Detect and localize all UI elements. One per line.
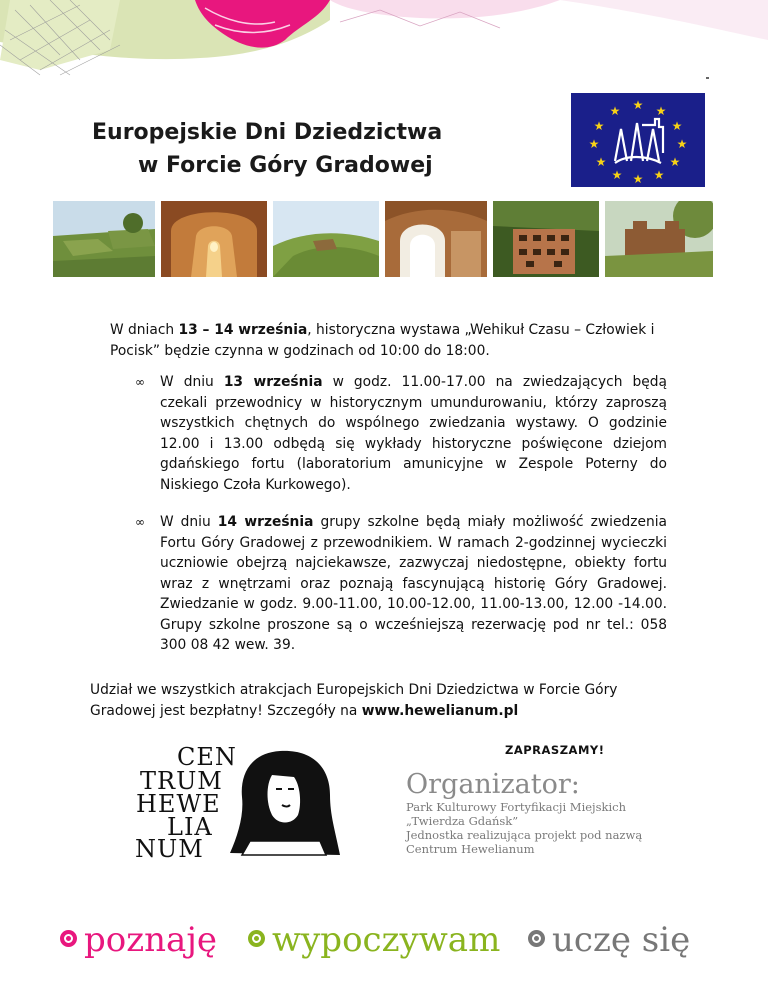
- intro-suffix: , historyczna wystawa „Wehikuł Czasu – Człowiek i Pocisk” będzie czynna w godzinach od 10:00 do 18:00.: [110, 322, 655, 359]
- infinity-bullet-icon: ∞: [135, 375, 145, 389]
- logo-line-1: CEN: [177, 745, 237, 771]
- intro-dates: 13 – 14 września: [178, 322, 308, 338]
- svg-text:★: ★: [611, 168, 623, 182]
- svg-text:★: ★: [595, 155, 607, 169]
- logo-line-5: NUM: [135, 835, 204, 859]
- vaulted-interior-photo: [385, 201, 487, 277]
- svg-text:★: ★: [632, 98, 644, 112]
- svg-text:★: ★: [588, 137, 600, 151]
- decorative-banner: [0, 0, 768, 90]
- organizer-line-2: „Twierdza Gdańsk”: [406, 814, 519, 828]
- organizer-line-1: Park Kulturowy Fortyfikacji Miejskich: [406, 800, 627, 814]
- title-line-1: Europejskie Dni Dziedzictwa: [92, 120, 443, 145]
- svg-text:★: ★: [609, 104, 621, 118]
- fort-wall-photo: [605, 201, 713, 277]
- svg-text:★: ★: [632, 172, 644, 186]
- svg-text:★: ★: [669, 155, 681, 169]
- intro-prefix: W dniach: [110, 322, 179, 338]
- european-heritage-days-logo: [571, 93, 705, 187]
- photo-strip: [53, 201, 713, 277]
- list-item: [135, 372, 667, 495]
- slogan-poznaje: poznaję: [84, 920, 217, 960]
- bunker-photo: [493, 201, 599, 277]
- fort-ramparts-photo: [53, 201, 155, 277]
- bullet-text: grupy szkolne będą miały możliwość zwiedzenia Fortu Góry Gradowej z przewodnikiem. W ramach 2-godzinnej wycieczki uczniowie obejrzą najciekawsze, zazwyczaj niedostępne, obiekty fortu wraz z wnętrzami oraz poznają fascynującą historię Góry Gradowej. Zwiedzanie w godz. 9.00-11.00, 10.00-12.00, 11.00-13.00, 12.00 -14.00. Grupy szkolne proszone są o wcześniejszą rezerwację pod nr tel.: 058 300 08 42 wew. 39.: [160, 514, 667, 653]
- svg-text:★: ★: [671, 119, 683, 133]
- svg-text:★: ★: [676, 137, 688, 151]
- free-admission-text: Udział we wszystkich atrakcjach Europejskich Dni Dziedzictwa w Forcie Góry Gradowej jest bezpłatny! Szczegóły na: [90, 682, 618, 719]
- slogan-wypoczywam: wypoczywam: [272, 920, 501, 960]
- svg-text:★: ★: [653, 168, 665, 182]
- bullet-prefix: W dniu: [160, 514, 218, 530]
- organizer-title: Organizator:: [406, 769, 580, 800]
- bullet-prefix: W dniu: [160, 374, 224, 390]
- schedule-list: [135, 372, 667, 673]
- svg-text:★: ★: [593, 119, 605, 133]
- list-item: [135, 512, 667, 656]
- hevelius-portrait-icon: [230, 751, 340, 855]
- gray-circle-icon: [528, 930, 545, 947]
- slogan-ucze-sie: uczę się: [552, 920, 691, 960]
- logo-line-2: TRUM: [140, 767, 223, 795]
- page-title: [92, 116, 442, 182]
- brick-tunnel-photo: [161, 201, 267, 277]
- green-circle-icon: [248, 930, 265, 947]
- centrum-hewelianum-logo: [130, 745, 370, 859]
- bullet-date: 14 września: [217, 514, 314, 530]
- intro-paragraph: [110, 320, 665, 362]
- organizer-line-3: Jednostka realizująca projekt pod nazwą: [406, 828, 643, 842]
- svg-text:★: ★: [655, 104, 667, 118]
- organizer-block: [406, 770, 642, 856]
- bullet-date: 13 września: [223, 374, 323, 390]
- invitation-text: ZAPRASZAMY!: [505, 743, 605, 757]
- organizer-line-4: Centrum Hewelianum: [406, 842, 535, 856]
- footer-slogans: [60, 918, 720, 968]
- grass-embankment-photo: [273, 201, 379, 277]
- infinity-bullet-icon: ∞: [135, 515, 145, 529]
- website-link[interactable]: www.hewelianum.pl: [361, 703, 519, 719]
- logo-line-3: HEWE: [136, 790, 221, 818]
- free-admission-paragraph: [90, 680, 670, 722]
- magenta-circle-icon: [60, 930, 77, 947]
- logo-line-4: LIA: [167, 813, 213, 841]
- title-line-2: w Forcie Góry Gradowej: [138, 153, 433, 178]
- bullet-text: w godz. 11.00-17.00 na zwiedzających będą czekali przewodnicy w historycznym umundurowaniu, którzy zaproszą wszystkich chętnych do wspólnego zwiedzania wystawy. O godzinie 12.00 i 13.00 odbędą się wykłady historyczne poświęcone dziejom gdańskiego fortu (laboratorium amunicyjne w Zespole Poterny do Niskiego Czoła Kurkowego).: [160, 374, 667, 493]
